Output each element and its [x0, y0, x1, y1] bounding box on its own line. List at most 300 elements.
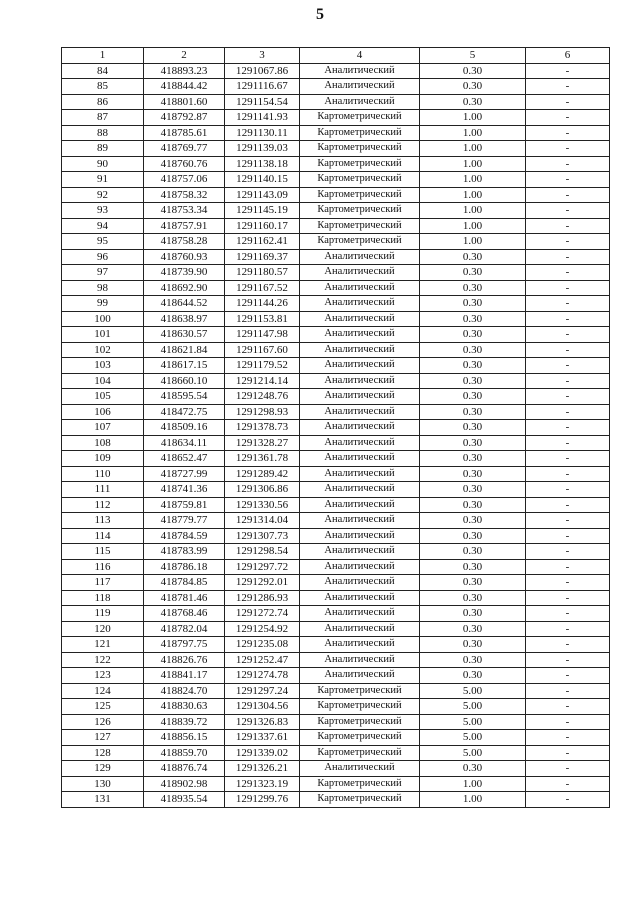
accuracy-cell: 0.30 — [420, 296, 526, 312]
y-coordinate-cell: 1291214.14 — [225, 373, 300, 389]
note-cell: - — [526, 544, 610, 560]
accuracy-cell: 0.30 — [420, 513, 526, 529]
y-coordinate-cell: 1291138.18 — [225, 156, 300, 172]
method-cell: Картометрический — [300, 110, 420, 126]
note-cell: - — [526, 451, 610, 467]
table-row — [62, 699, 610, 715]
note-cell: - — [526, 141, 610, 157]
y-coordinate-cell: 1291292.01 — [225, 575, 300, 591]
method-cell: Аналитический — [300, 404, 420, 420]
x-coordinate-cell: 418760.93 — [144, 249, 225, 265]
y-coordinate-cell: 1291339.02 — [225, 745, 300, 761]
y-coordinate-cell: 1291298.54 — [225, 544, 300, 560]
point-number-cell: 130 — [62, 776, 144, 792]
method-cell: Картометрический — [300, 172, 420, 188]
note-cell: - — [526, 776, 610, 792]
method-cell: Картометрический — [300, 203, 420, 219]
accuracy-cell: 5.00 — [420, 683, 526, 699]
note-cell: - — [526, 296, 610, 312]
y-coordinate-cell: 1291140.15 — [225, 172, 300, 188]
note-cell: - — [526, 513, 610, 529]
method-cell: Картометрический — [300, 125, 420, 141]
y-coordinate-cell: 1291116.67 — [225, 79, 300, 95]
accuracy-cell: 0.30 — [420, 482, 526, 498]
accuracy-cell: 0.30 — [420, 79, 526, 95]
accuracy-cell: 1.00 — [420, 187, 526, 203]
note-cell: - — [526, 218, 610, 234]
table-row — [62, 296, 610, 312]
table-body — [62, 63, 610, 807]
table-row — [62, 172, 610, 188]
method-cell: Аналитический — [300, 466, 420, 482]
table-row — [62, 590, 610, 606]
accuracy-cell: 0.30 — [420, 575, 526, 591]
x-coordinate-cell: 418902.98 — [144, 776, 225, 792]
method-cell: Аналитический — [300, 497, 420, 513]
y-coordinate-cell: 1291154.54 — [225, 94, 300, 110]
x-coordinate-cell: 418758.32 — [144, 187, 225, 203]
accuracy-cell: 1.00 — [420, 156, 526, 172]
note-cell: - — [526, 699, 610, 715]
method-cell: Аналитический — [300, 621, 420, 637]
table-row — [62, 528, 610, 544]
y-coordinate-cell: 1291326.21 — [225, 761, 300, 777]
table-row — [62, 249, 610, 265]
table-row — [62, 435, 610, 451]
point-number-cell: 112 — [62, 497, 144, 513]
note-cell: - — [526, 79, 610, 95]
point-number-cell: 105 — [62, 389, 144, 405]
table-row — [62, 94, 610, 110]
table-row — [62, 606, 610, 622]
method-cell: Картометрический — [300, 699, 420, 715]
point-number-cell: 126 — [62, 714, 144, 730]
table-row — [62, 776, 610, 792]
accuracy-cell: 1.00 — [420, 234, 526, 250]
method-cell: Картометрический — [300, 792, 420, 808]
table-row — [62, 311, 610, 327]
point-number-cell: 87 — [62, 110, 144, 126]
point-number-cell: 95 — [62, 234, 144, 250]
point-number-cell: 129 — [62, 761, 144, 777]
method-cell: Картометрический — [300, 187, 420, 203]
y-coordinate-cell: 1291145.19 — [225, 203, 300, 219]
note-cell: - — [526, 466, 610, 482]
point-number-cell: 128 — [62, 745, 144, 761]
table-row — [62, 466, 610, 482]
table-row — [62, 203, 610, 219]
method-cell: Аналитический — [300, 358, 420, 374]
x-coordinate-cell: 418595.54 — [144, 389, 225, 405]
method-cell: Аналитический — [300, 311, 420, 327]
table-row — [62, 513, 610, 529]
point-number-cell: 107 — [62, 420, 144, 436]
accuracy-cell: 5.00 — [420, 745, 526, 761]
header-col-4: 4 — [300, 48, 420, 64]
note-cell: - — [526, 156, 610, 172]
accuracy-cell: 0.30 — [420, 389, 526, 405]
table-row — [62, 714, 610, 730]
x-coordinate-cell: 418839.72 — [144, 714, 225, 730]
x-coordinate-cell: 418757.06 — [144, 172, 225, 188]
x-coordinate-cell: 418781.46 — [144, 590, 225, 606]
note-cell: - — [526, 745, 610, 761]
table-row — [62, 420, 610, 436]
accuracy-cell: 0.30 — [420, 265, 526, 281]
method-cell: Аналитический — [300, 79, 420, 95]
method-cell: Аналитический — [300, 342, 420, 358]
point-number-cell: 121 — [62, 637, 144, 653]
accuracy-cell: 1.00 — [420, 110, 526, 126]
y-coordinate-cell: 1291143.09 — [225, 187, 300, 203]
x-coordinate-cell: 418634.11 — [144, 435, 225, 451]
accuracy-cell: 0.30 — [420, 544, 526, 560]
y-coordinate-cell: 1291361.78 — [225, 451, 300, 467]
x-coordinate-cell: 418509.16 — [144, 420, 225, 436]
x-coordinate-cell: 418876.74 — [144, 761, 225, 777]
y-coordinate-cell: 1291160.17 — [225, 218, 300, 234]
point-number-cell: 114 — [62, 528, 144, 544]
accuracy-cell: 1.00 — [420, 792, 526, 808]
accuracy-cell: 0.30 — [420, 327, 526, 343]
y-coordinate-cell: 1291252.47 — [225, 652, 300, 668]
point-number-cell: 125 — [62, 699, 144, 715]
point-number-cell: 118 — [62, 590, 144, 606]
accuracy-cell: 0.30 — [420, 606, 526, 622]
note-cell: - — [526, 389, 610, 405]
method-cell: Аналитический — [300, 637, 420, 653]
x-coordinate-cell: 418830.63 — [144, 699, 225, 715]
page-number: 5 — [316, 6, 324, 23]
y-coordinate-cell: 1291248.76 — [225, 389, 300, 405]
x-coordinate-cell: 418652.47 — [144, 451, 225, 467]
point-number-cell: 96 — [62, 249, 144, 265]
note-cell: - — [526, 420, 610, 436]
x-coordinate-cell: 418783.99 — [144, 544, 225, 560]
y-coordinate-cell: 1291286.93 — [225, 590, 300, 606]
accuracy-cell: 0.30 — [420, 761, 526, 777]
point-number-cell: 120 — [62, 621, 144, 637]
x-coordinate-cell: 418893.23 — [144, 63, 225, 79]
header-col-1: 1 — [62, 48, 144, 64]
accuracy-cell: 0.30 — [420, 404, 526, 420]
method-cell: Картометрический — [300, 776, 420, 792]
y-coordinate-cell: 1291330.56 — [225, 497, 300, 513]
y-coordinate-cell: 1291304.56 — [225, 699, 300, 715]
y-coordinate-cell: 1291147.98 — [225, 327, 300, 343]
point-number-cell: 104 — [62, 373, 144, 389]
x-coordinate-cell: 418768.46 — [144, 606, 225, 622]
note-cell: - — [526, 249, 610, 265]
y-coordinate-cell: 1291139.03 — [225, 141, 300, 157]
accuracy-cell: 0.30 — [420, 435, 526, 451]
x-coordinate-cell: 418841.17 — [144, 668, 225, 684]
accuracy-cell: 5.00 — [420, 699, 526, 715]
y-coordinate-cell: 1291306.86 — [225, 482, 300, 498]
y-coordinate-cell: 1291297.24 — [225, 683, 300, 699]
table-row — [62, 497, 610, 513]
accuracy-cell: 1.00 — [420, 218, 526, 234]
accuracy-cell: 0.30 — [420, 280, 526, 296]
point-number-cell: 111 — [62, 482, 144, 498]
table-row — [62, 265, 610, 281]
x-coordinate-cell: 418826.76 — [144, 652, 225, 668]
table-row — [62, 761, 610, 777]
x-coordinate-cell: 418630.57 — [144, 327, 225, 343]
method-cell: Аналитический — [300, 327, 420, 343]
x-coordinate-cell: 418784.59 — [144, 528, 225, 544]
y-coordinate-cell: 1291141.93 — [225, 110, 300, 126]
point-number-cell: 93 — [62, 203, 144, 219]
method-cell: Аналитический — [300, 389, 420, 405]
table-row — [62, 482, 610, 498]
header-row — [62, 48, 610, 64]
y-coordinate-cell: 1291130.11 — [225, 125, 300, 141]
point-number-cell: 98 — [62, 280, 144, 296]
note-cell: - — [526, 280, 610, 296]
table-row — [62, 683, 610, 699]
table-row — [62, 156, 610, 172]
point-number-cell: 102 — [62, 342, 144, 358]
method-cell: Аналитический — [300, 249, 420, 265]
table-row — [62, 575, 610, 591]
note-cell: - — [526, 110, 610, 126]
point-number-cell: 117 — [62, 575, 144, 591]
point-number-cell: 108 — [62, 435, 144, 451]
x-coordinate-cell: 418758.28 — [144, 234, 225, 250]
table-row — [62, 373, 610, 389]
x-coordinate-cell: 418660.10 — [144, 373, 225, 389]
table-row — [62, 668, 610, 684]
method-cell: Аналитический — [300, 94, 420, 110]
point-number-cell: 110 — [62, 466, 144, 482]
table-row — [62, 544, 610, 560]
accuracy-cell: 0.30 — [420, 652, 526, 668]
y-coordinate-cell: 1291179.52 — [225, 358, 300, 374]
note-cell: - — [526, 559, 610, 575]
y-coordinate-cell: 1291298.93 — [225, 404, 300, 420]
header-col-6: 6 — [526, 48, 610, 64]
method-cell: Аналитический — [300, 451, 420, 467]
x-coordinate-cell: 418779.77 — [144, 513, 225, 529]
x-coordinate-cell: 418753.34 — [144, 203, 225, 219]
x-coordinate-cell: 418801.60 — [144, 94, 225, 110]
x-coordinate-cell: 418617.15 — [144, 358, 225, 374]
table-row — [62, 327, 610, 343]
accuracy-cell: 0.30 — [420, 311, 526, 327]
note-cell: - — [526, 730, 610, 746]
table-row — [62, 404, 610, 420]
note-cell: - — [526, 683, 610, 699]
method-cell: Аналитический — [300, 528, 420, 544]
point-number-cell: 124 — [62, 683, 144, 699]
table-row — [62, 358, 610, 374]
note-cell: - — [526, 327, 610, 343]
accuracy-cell: 0.30 — [420, 528, 526, 544]
x-coordinate-cell: 418739.90 — [144, 265, 225, 281]
accuracy-cell: 0.30 — [420, 342, 526, 358]
x-coordinate-cell: 418797.75 — [144, 637, 225, 653]
table-row — [62, 745, 610, 761]
note-cell: - — [526, 172, 610, 188]
method-cell: Аналитический — [300, 482, 420, 498]
note-cell: - — [526, 125, 610, 141]
table-row — [62, 79, 610, 95]
accuracy-cell: 0.30 — [420, 497, 526, 513]
y-coordinate-cell: 1291328.27 — [225, 435, 300, 451]
y-coordinate-cell: 1291180.57 — [225, 265, 300, 281]
table-row — [62, 141, 610, 157]
accuracy-cell: 5.00 — [420, 730, 526, 746]
table-row — [62, 621, 610, 637]
note-cell: - — [526, 792, 610, 808]
point-number-cell: 116 — [62, 559, 144, 575]
note-cell: - — [526, 265, 610, 281]
method-cell: Аналитический — [300, 559, 420, 575]
point-number-cell: 92 — [62, 187, 144, 203]
point-number-cell: 127 — [62, 730, 144, 746]
x-coordinate-cell: 418844.42 — [144, 79, 225, 95]
x-coordinate-cell: 418472.75 — [144, 404, 225, 420]
y-coordinate-cell: 1291307.73 — [225, 528, 300, 544]
note-cell: - — [526, 497, 610, 513]
x-coordinate-cell: 418786.18 — [144, 559, 225, 575]
accuracy-cell: 0.30 — [420, 373, 526, 389]
header-col-5: 5 — [420, 48, 526, 64]
point-number-cell: 106 — [62, 404, 144, 420]
y-coordinate-cell: 1291289.42 — [225, 466, 300, 482]
method-cell: Аналитический — [300, 420, 420, 436]
table-row — [62, 187, 610, 203]
note-cell: - — [526, 590, 610, 606]
method-cell: Аналитический — [300, 435, 420, 451]
x-coordinate-cell: 418644.52 — [144, 296, 225, 312]
method-cell: Картометрический — [300, 714, 420, 730]
table-row — [62, 451, 610, 467]
point-number-cell: 90 — [62, 156, 144, 172]
method-cell: Аналитический — [300, 606, 420, 622]
x-coordinate-cell: 418757.91 — [144, 218, 225, 234]
note-cell: - — [526, 435, 610, 451]
note-cell: - — [526, 63, 610, 79]
table-row — [62, 637, 610, 653]
y-coordinate-cell: 1291167.60 — [225, 342, 300, 358]
point-number-cell: 115 — [62, 544, 144, 560]
table-row — [62, 342, 610, 358]
note-cell: - — [526, 482, 610, 498]
table-row — [62, 652, 610, 668]
method-cell: Картометрический — [300, 234, 420, 250]
method-cell: Картометрический — [300, 218, 420, 234]
accuracy-cell: 1.00 — [420, 776, 526, 792]
accuracy-cell: 0.30 — [420, 559, 526, 575]
method-cell: Картометрический — [300, 683, 420, 699]
method-cell: Картометрический — [300, 745, 420, 761]
table-row — [62, 218, 610, 234]
method-cell: Аналитический — [300, 373, 420, 389]
point-number-cell: 109 — [62, 451, 144, 467]
note-cell: - — [526, 606, 610, 622]
y-coordinate-cell: 1291274.78 — [225, 668, 300, 684]
table-row — [62, 389, 610, 405]
y-coordinate-cell: 1291314.04 — [225, 513, 300, 529]
y-coordinate-cell: 1291337.61 — [225, 730, 300, 746]
x-coordinate-cell: 418759.81 — [144, 497, 225, 513]
method-cell: Аналитический — [300, 63, 420, 79]
note-cell: - — [526, 342, 610, 358]
x-coordinate-cell: 418621.84 — [144, 342, 225, 358]
accuracy-cell: 0.30 — [420, 249, 526, 265]
note-cell: - — [526, 714, 610, 730]
point-number-cell: 84 — [62, 63, 144, 79]
accuracy-cell: 1.00 — [420, 125, 526, 141]
point-number-cell: 101 — [62, 327, 144, 343]
y-coordinate-cell: 1291272.74 — [225, 606, 300, 622]
table-row — [62, 792, 610, 808]
accuracy-cell: 1.00 — [420, 172, 526, 188]
x-coordinate-cell: 418859.70 — [144, 745, 225, 761]
point-number-cell: 131 — [62, 792, 144, 808]
point-number-cell: 97 — [62, 265, 144, 281]
y-coordinate-cell: 1291378.73 — [225, 420, 300, 436]
point-number-cell: 91 — [62, 172, 144, 188]
note-cell: - — [526, 358, 610, 374]
method-cell: Аналитический — [300, 544, 420, 560]
accuracy-cell: 0.30 — [420, 637, 526, 653]
note-cell: - — [526, 575, 610, 591]
x-coordinate-cell: 418760.76 — [144, 156, 225, 172]
method-cell: Аналитический — [300, 513, 420, 529]
accuracy-cell: 0.30 — [420, 668, 526, 684]
note-cell: - — [526, 652, 610, 668]
table-row — [62, 110, 610, 126]
note-cell: - — [526, 94, 610, 110]
note-cell: - — [526, 234, 610, 250]
x-coordinate-cell: 418769.77 — [144, 141, 225, 157]
note-cell: - — [526, 761, 610, 777]
method-cell: Картометрический — [300, 156, 420, 172]
accuracy-cell: 0.30 — [420, 466, 526, 482]
x-coordinate-cell: 418856.15 — [144, 730, 225, 746]
accuracy-cell: 5.00 — [420, 714, 526, 730]
y-coordinate-cell: 1291254.92 — [225, 621, 300, 637]
header-col-3: 3 — [225, 48, 300, 64]
accuracy-cell: 1.00 — [420, 203, 526, 219]
point-number-cell: 103 — [62, 358, 144, 374]
x-coordinate-cell: 418935.54 — [144, 792, 225, 808]
point-number-cell: 123 — [62, 668, 144, 684]
point-number-cell: 122 — [62, 652, 144, 668]
x-coordinate-cell: 418792.87 — [144, 110, 225, 126]
point-number-cell: 94 — [62, 218, 144, 234]
y-coordinate-cell: 1291162.41 — [225, 234, 300, 250]
accuracy-cell: 0.30 — [420, 451, 526, 467]
note-cell: - — [526, 668, 610, 684]
coordinates-table — [61, 47, 610, 808]
accuracy-cell: 0.30 — [420, 358, 526, 374]
note-cell: - — [526, 311, 610, 327]
table-row — [62, 280, 610, 296]
note-cell: - — [526, 373, 610, 389]
accuracy-cell: 0.30 — [420, 621, 526, 637]
accuracy-cell: 0.30 — [420, 420, 526, 436]
table-row — [62, 234, 610, 250]
method-cell: Картометрический — [300, 141, 420, 157]
note-cell: - — [526, 637, 610, 653]
note-cell: - — [526, 203, 610, 219]
x-coordinate-cell: 418692.90 — [144, 280, 225, 296]
accuracy-cell: 0.30 — [420, 63, 526, 79]
